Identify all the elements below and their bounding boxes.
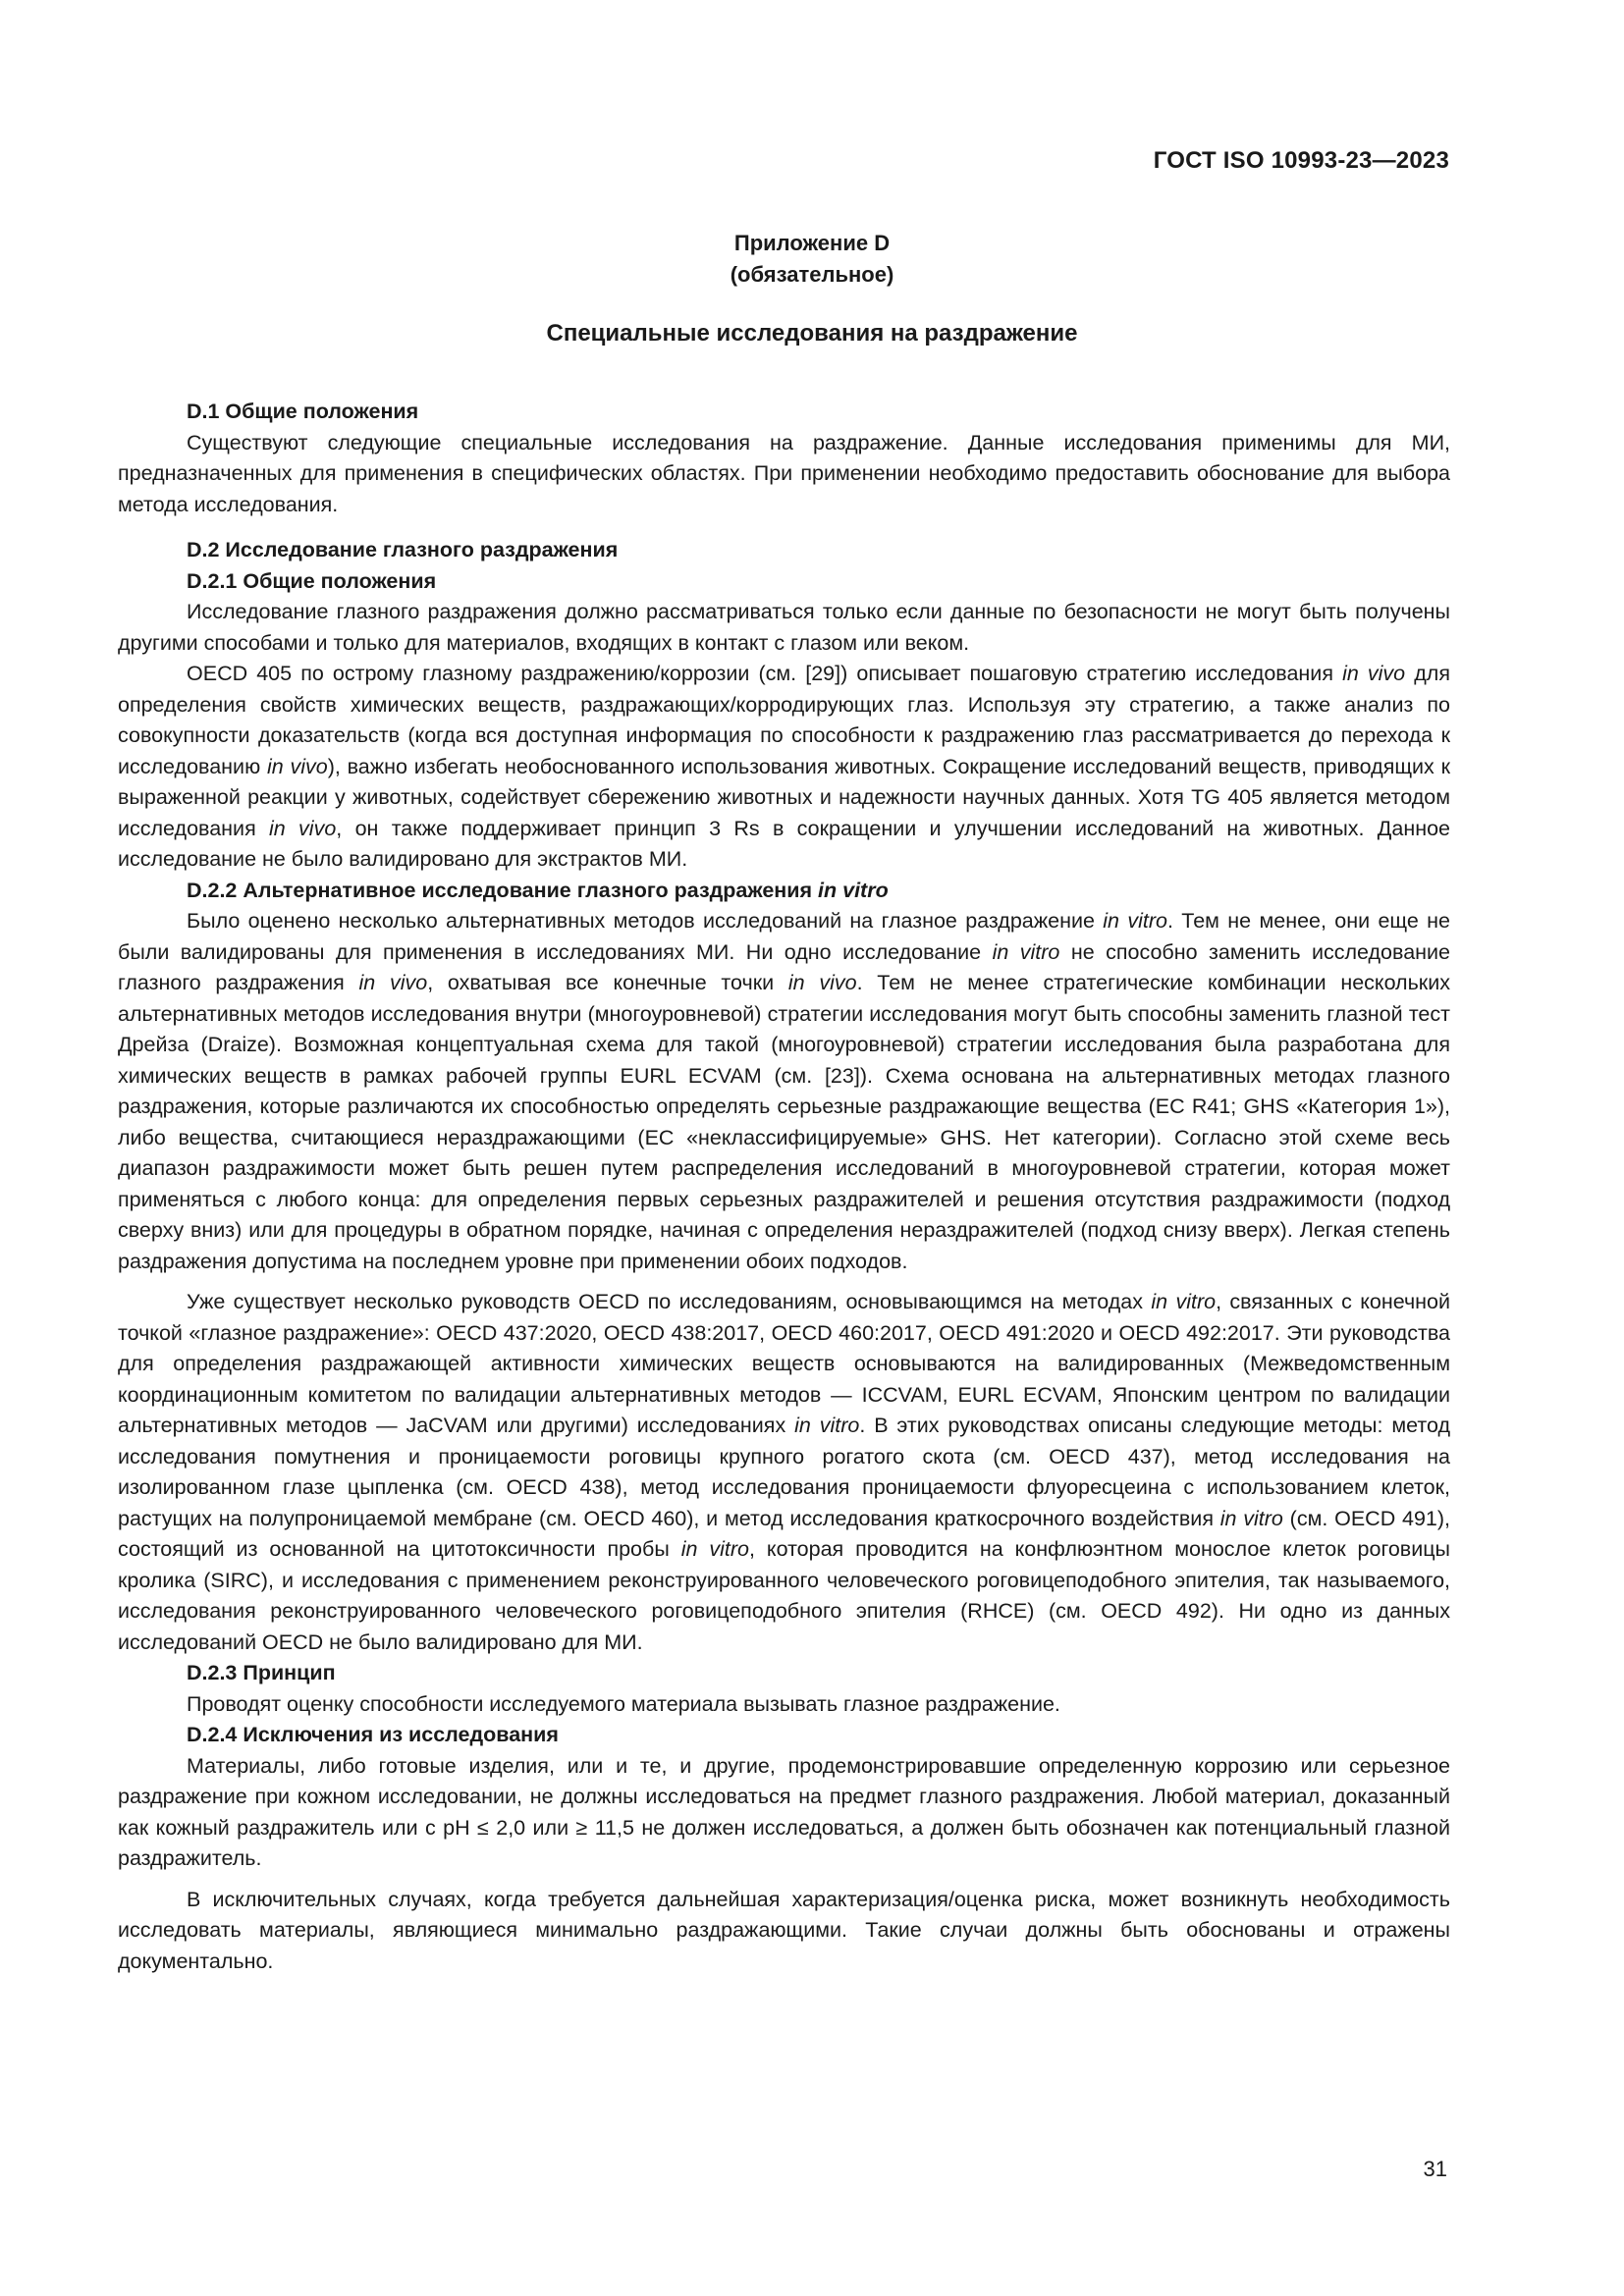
paragraph: Было оценено несколько альтернативных методов исследований на глазное раздражение in vitro. Тем не менее, они еще не были валидированы для применения в исследованиях МИ. Ни одно исследование in vitro не способно заменить исследование глазного раздражения in vivo, охватывая все конечные точки in vivo. Тем не менее стратегические комбинации нескольких альтернативных методов исследования внутри (многоуровневой) стратегии исследования могут быть способны заменить глазной тест Дрейза (Draize). Возможная концептуальная схема для такой (многоуровневой) стратегии исследования была разработана для химических веществ в рамках рабочей группы EURL ECVAM (см. [23]). Схема основана на альтернативных методах глазного раздражения, которые различаются их способностью определять серьезные раздражающие вещества (ЕС R41; GHS «Категория 1»), либо вещества, считающиеся нераздражающими (ЕС «неклассифицируемые» GHS. Нет категории). Согласно этой схеме весь диапазон раздражимости может быть решен путем распределения исследований в многоуровневой стратегии, которая может применяться с любого конца: для определения первых серьезных раздражителей и решения отсутствия раздражимости (подход сверху вниз) или для процедуры в обратном порядке, начиная с определения нераздражителей (подход снизу вверх). Легкая степень раздражения допустима на последнем уровне при применении обоих подходов.	[118, 909, 1451, 1273]
italic-term: in vitro	[1219, 1506, 1283, 1530]
paragraph: Материалы, либо готовые изделия, или и те, и другие, продемонстрировавшие определенную коррозию или серьезное раздражение при кожном исследовании, не должны исследоваться на предмет глазного раздражения. Любой материал, доказанный как кожный раздражитель или с pH ≤ 2,0 или ≥ 11,5 не должен исследоваться, а должен быть обозначен как потенциальный глазной раздражитель.	[118, 1753, 1450, 1870]
body-text	[118, 397, 1450, 1977]
italic-term: in vivo	[787, 971, 857, 994]
paragraph: В исключительных случаях, когда требуется дальнейшая характеризация/оценка риска, может возникнуть необходимость исследовать материалы, являющиеся минимально раздражающими. Такие случаи должны быть обоснованы и отражены документально.	[118, 1887, 1450, 1973]
paragraph: OECD 405 по острому глазному раздражению/коррозии (см. [29]) описывает пошаговую стратегию исследования in vivo для определения свойств химических веществ, раздражающих/корродирующих глаз. Используя эту стратегию, а также анализ по совокупности доказательств (когда вся доступная информация по способности к раздражению глаз рассматривается до перехода к исследованию in vivo), важно избегать необоснованного использования животных. Сокращение исследований веществ, приводящих к выраженной реакции у животных, содействует сбережению животных и надежности научных данных. Хотя TG 405 является методом исследования in vivo, он также поддерживает принцип 3 Rs в сокращении и улучшении исследований на животных. Данное исследование не было валидировано для экстрактов МИ.	[118, 662, 1450, 871]
annex-title: Специальные исследования на раздражение	[546, 320, 1078, 347]
italic-term: in vitro	[992, 939, 1060, 964]
heading-italic-text: in vitro	[818, 878, 889, 902]
section-heading-d1: D.1 Общие положения	[187, 400, 419, 423]
paragraph: Уже существует несколько руководств OECD по исследованиям, основывающимся на методах in vitro, связанных с конечной точкой «глазное раздражение»: OECD 437:2020, OECD 438:2017, OECD 460:2017, OECD 491:2020 и OECD 492:2017. Эти руководства для определения раздражающей активности химических веществ основываются на валидированных (Межведомственным координационным комитетом по валидации альтернативных методов — ICCVAM, EURL ECVAM, Японским центром по валидации альтернативных методов — JaCVAM или другими) исследованиях in vitro. В этих руководствах описаны следующие методы: метод исследования помутнения и проницаемости роговицы крупного рогатого скота (см. OECD 437), метод исследования на изолированном глазе цыпленка (см. OECD 438), метод исследования проницаемости флуоресцеина с использованием клеток, растущих на полупроницаемой мембране (см. OECD 460), и метод исследования краткосрочного воздействия in vitro (см. OECD 491), состоящий из основанной на цитотоксичности пробы in vitro, которая проводится на конфлюэнтном монослое клеток роговицы кролика (SIRC), и исследования с применением реконструированного человеческого роговицеподобного эпителия, так называемого, исследования реконструированного человеческого роговицеподобного эпителия (RHCE) (см. OECD 492). Ни одно из данных исследований OECD не было валидировано для МИ.	[118, 1290, 1451, 1654]
italic-term: in vivo	[269, 816, 337, 840]
section-heading-d2-4: D.2.4 Исключения из исследования	[187, 1723, 559, 1746]
paragraph: Исследование глазного раздражения должно рассматриваться только если данные по безопасности не могут быть получены другими способами и только для материалов, входящих в контакт с глазом или веком.	[118, 600, 1450, 655]
section-heading-d2-3: D.2.3 Принцип	[187, 1661, 336, 1684]
italic-term: in vivo	[266, 754, 328, 778]
italic-term: in vitro	[1151, 1290, 1217, 1313]
annex-status: (обязательное)	[730, 262, 894, 287]
page-number: 31	[1423, 2157, 1447, 2181]
italic-term: in vitro	[680, 1537, 750, 1561]
section-heading-d2: D.2 Исследование глазного раздражения	[187, 538, 619, 561]
document-code: ГОСТ ISO 10993-23—2023	[1153, 147, 1449, 174]
heading-text: D.2.2 Альтернативное исследование глазного раздражения	[187, 878, 819, 902]
italic-term: in vivo	[1342, 662, 1406, 685]
section-heading-d2-1: D.2.1 Общие положения	[187, 568, 437, 593]
section-heading-d2-2	[118, 876, 1450, 907]
italic-term: in vitro	[794, 1414, 860, 1437]
italic-term: in vitro	[1103, 909, 1167, 933]
italic-term: in vivo	[358, 971, 428, 994]
paragraph: Проводят оценку способности исследуемого материала вызывать глазное раздражение.	[187, 1691, 1060, 1716]
annex-label: Приложение D	[733, 231, 891, 255]
annex-heading	[0, 228, 1624, 291]
paragraph: Существуют следующие специальные исследования на раздражение. Данные исследования применимы для МИ, предназначенных для применения в специфических областях. При применении необходимо предоставить обоснование для выбора метода исследования.	[118, 430, 1450, 516]
